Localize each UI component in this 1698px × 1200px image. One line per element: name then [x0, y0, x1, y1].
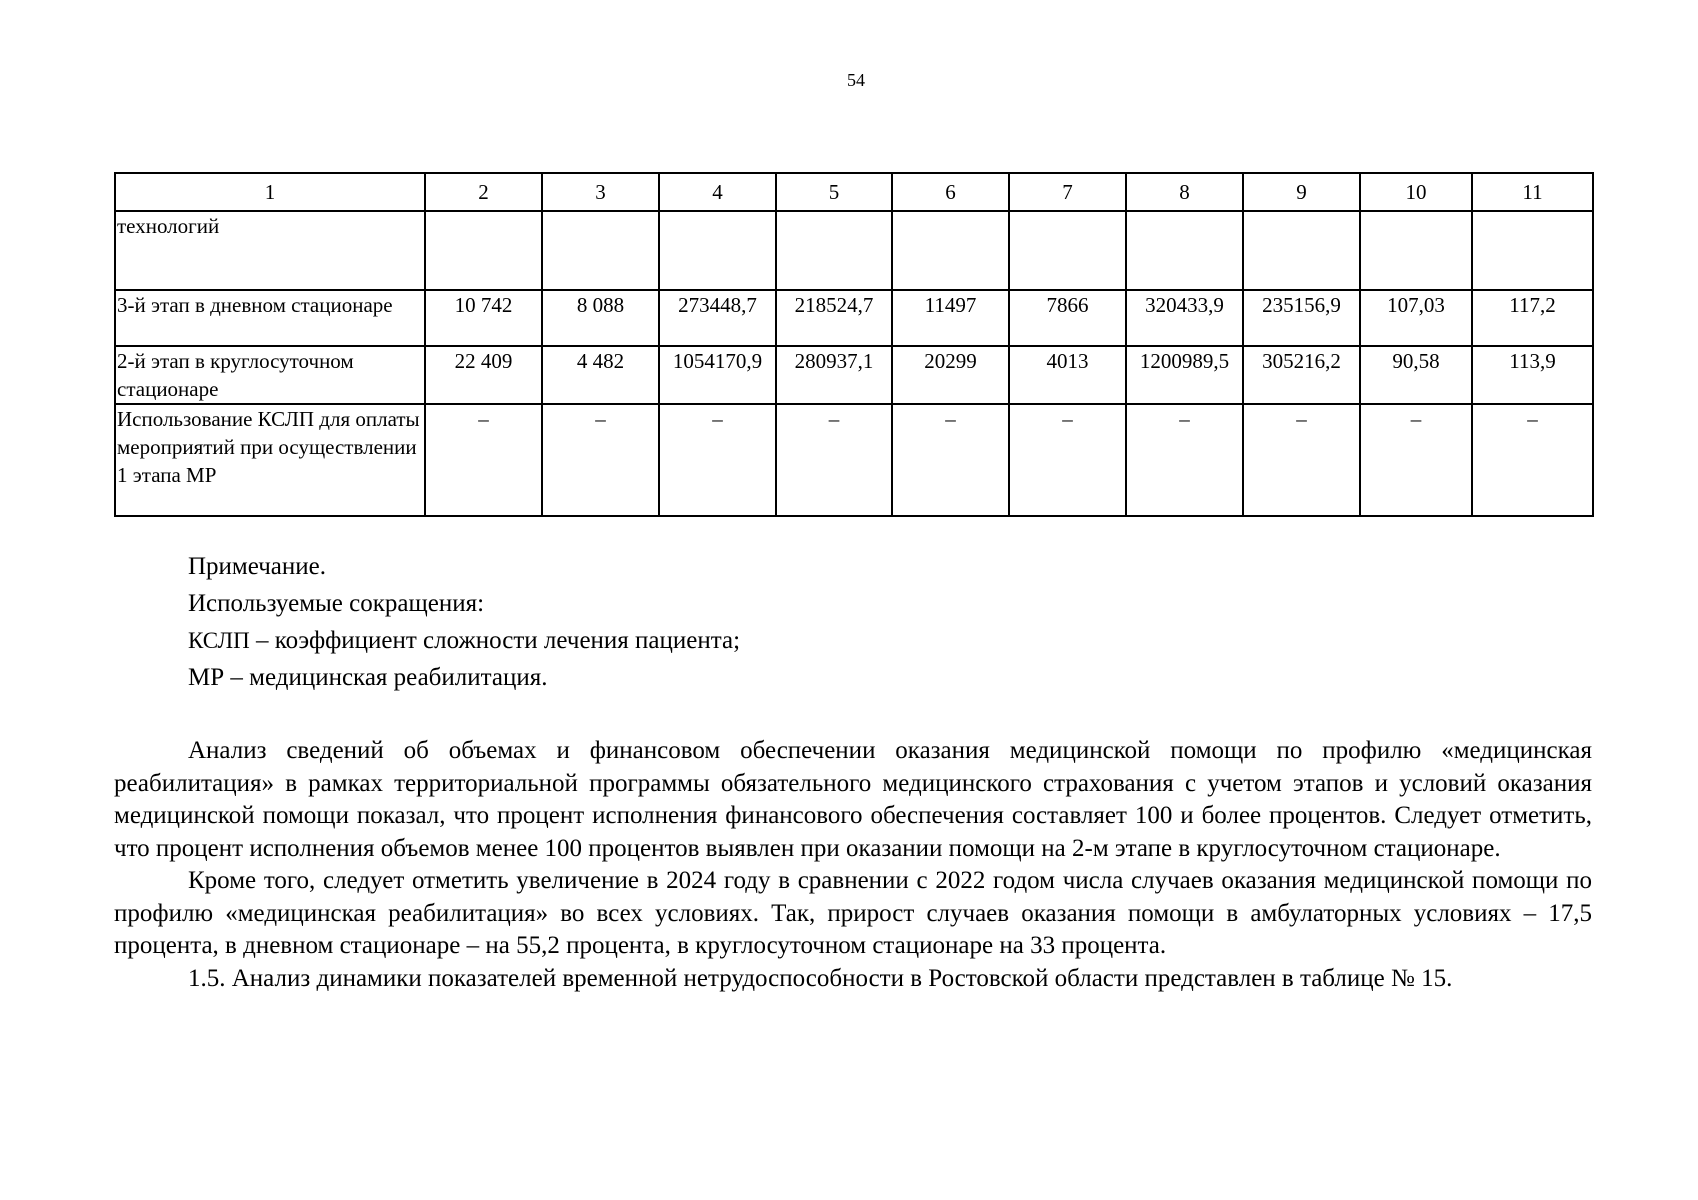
table-cell: – [659, 404, 776, 516]
table-cell: 320433,9 [1126, 290, 1243, 346]
column-header: 2 [425, 173, 542, 211]
table-cell [1472, 211, 1593, 290]
table-cell: – [1009, 404, 1126, 516]
table-cell: 8 088 [542, 290, 659, 346]
table-cell [1126, 211, 1243, 290]
table-cell: – [1243, 404, 1360, 516]
body-text [114, 735, 1592, 995]
table-cell: 305216,2 [1243, 346, 1360, 404]
table-row [115, 211, 1593, 290]
column-header: 3 [542, 173, 659, 211]
table-cell: 10 742 [425, 290, 542, 346]
table-cell: 1200989,5 [1126, 346, 1243, 404]
table-cell: 235156,9 [1243, 290, 1360, 346]
page-number: 54 [847, 70, 865, 90]
column-header: 10 [1360, 173, 1472, 211]
table-cell: – [1360, 404, 1472, 516]
table-cell: 20299 [892, 346, 1009, 404]
table-note [188, 548, 740, 696]
table-cell: – [425, 404, 542, 516]
table-cell [659, 211, 776, 290]
table-cell: 117,2 [1472, 290, 1593, 346]
table-cell [425, 211, 542, 290]
table-cell [1243, 211, 1360, 290]
column-header: 1 [115, 173, 425, 211]
note-title: Примечание. [188, 553, 327, 580]
table-cell: 4 482 [542, 346, 659, 404]
data-table [114, 172, 1594, 517]
table-cell: – [1472, 404, 1593, 516]
table-cell: 113,9 [1472, 346, 1593, 404]
table-cell: 218524,7 [776, 290, 892, 346]
column-header: 11 [1472, 173, 1593, 211]
column-header: 8 [1126, 173, 1243, 211]
table-cell: 280937,1 [776, 346, 892, 404]
abbreviation-term: КСЛП [188, 628, 250, 653]
paragraph: Кроме того, следует отметить увеличение в 2024 году в сравнении с 2022 годом числа случаев оказания медицинской помощи по профилю «медицинская реабилитация» во всех условиях. Так, прирост случаев оказания помощи в амбулаторных условиях – 17,5 процента, в дневном стационаре – на 55,2 процента, в круглосуточном стационаре на 33 процента. [114, 867, 1592, 959]
abbreviations-heading: Используемые сокращения: [188, 590, 485, 617]
row-label: Использование КСЛП для оплаты мероприятий при осуществлении 1 этапа МР [115, 404, 425, 516]
table-cell: 1054170,9 [659, 346, 776, 404]
paragraph: 1.5. Анализ динамики показателей временной нетрудоспособности в Ростовской области представлен в таблице № 15. [188, 964, 1453, 992]
table-cell: 273448,7 [659, 290, 776, 346]
table-header-row [115, 173, 1593, 211]
table-cell: – [892, 404, 1009, 516]
table-cell [1009, 211, 1126, 290]
abbreviation-mr: МР – медицинская реабилитация. [188, 664, 548, 691]
table-cell: 11497 [892, 290, 1009, 346]
table-cell: 22 409 [425, 346, 542, 404]
paragraph: Анализ сведений об объемах и финансовом обеспечении оказания медицинской помощи по профилю «медицинская реабилитация» в рамках территориальной программы обязательного медицинского страхования с учетом этапов и условий оказания медицинской помощи показал, что процент исполнения финансового обеспечения составляет 100 и более процентов. Следует отметить, что процент исполнения объемов менее 100 процентов выявлен при оказании помощи на 2-м этапе в круглосуточном стационаре. [114, 737, 1592, 862]
table-cell: 107,03 [1360, 290, 1472, 346]
column-header: 4 [659, 173, 776, 211]
table-cell [892, 211, 1009, 290]
table-cell: – [776, 404, 892, 516]
table-cell [1360, 211, 1472, 290]
table-row [115, 346, 1593, 404]
abbreviation-definition: – коэффициент сложности лечения пациента; [249, 627, 741, 654]
abbreviation-kslp [188, 622, 740, 659]
table-cell: – [542, 404, 659, 516]
table-cell: 7866 [1009, 290, 1126, 346]
column-header: 6 [892, 173, 1009, 211]
column-header: 9 [1243, 173, 1360, 211]
table-cell [776, 211, 892, 290]
column-header: 7 [1009, 173, 1126, 211]
column-header: 5 [776, 173, 892, 211]
row-label: 2-й этап в круглосуточном стационаре [115, 346, 425, 404]
table-cell: 4013 [1009, 346, 1126, 404]
table-row [115, 290, 1593, 346]
row-label: 3-й этап в дневном стационаре [115, 290, 425, 346]
table-row [115, 404, 1593, 516]
table-cell: 90,58 [1360, 346, 1472, 404]
table-cell: – [1126, 404, 1243, 516]
row-label: технологий [115, 211, 425, 290]
table-cell [542, 211, 659, 290]
